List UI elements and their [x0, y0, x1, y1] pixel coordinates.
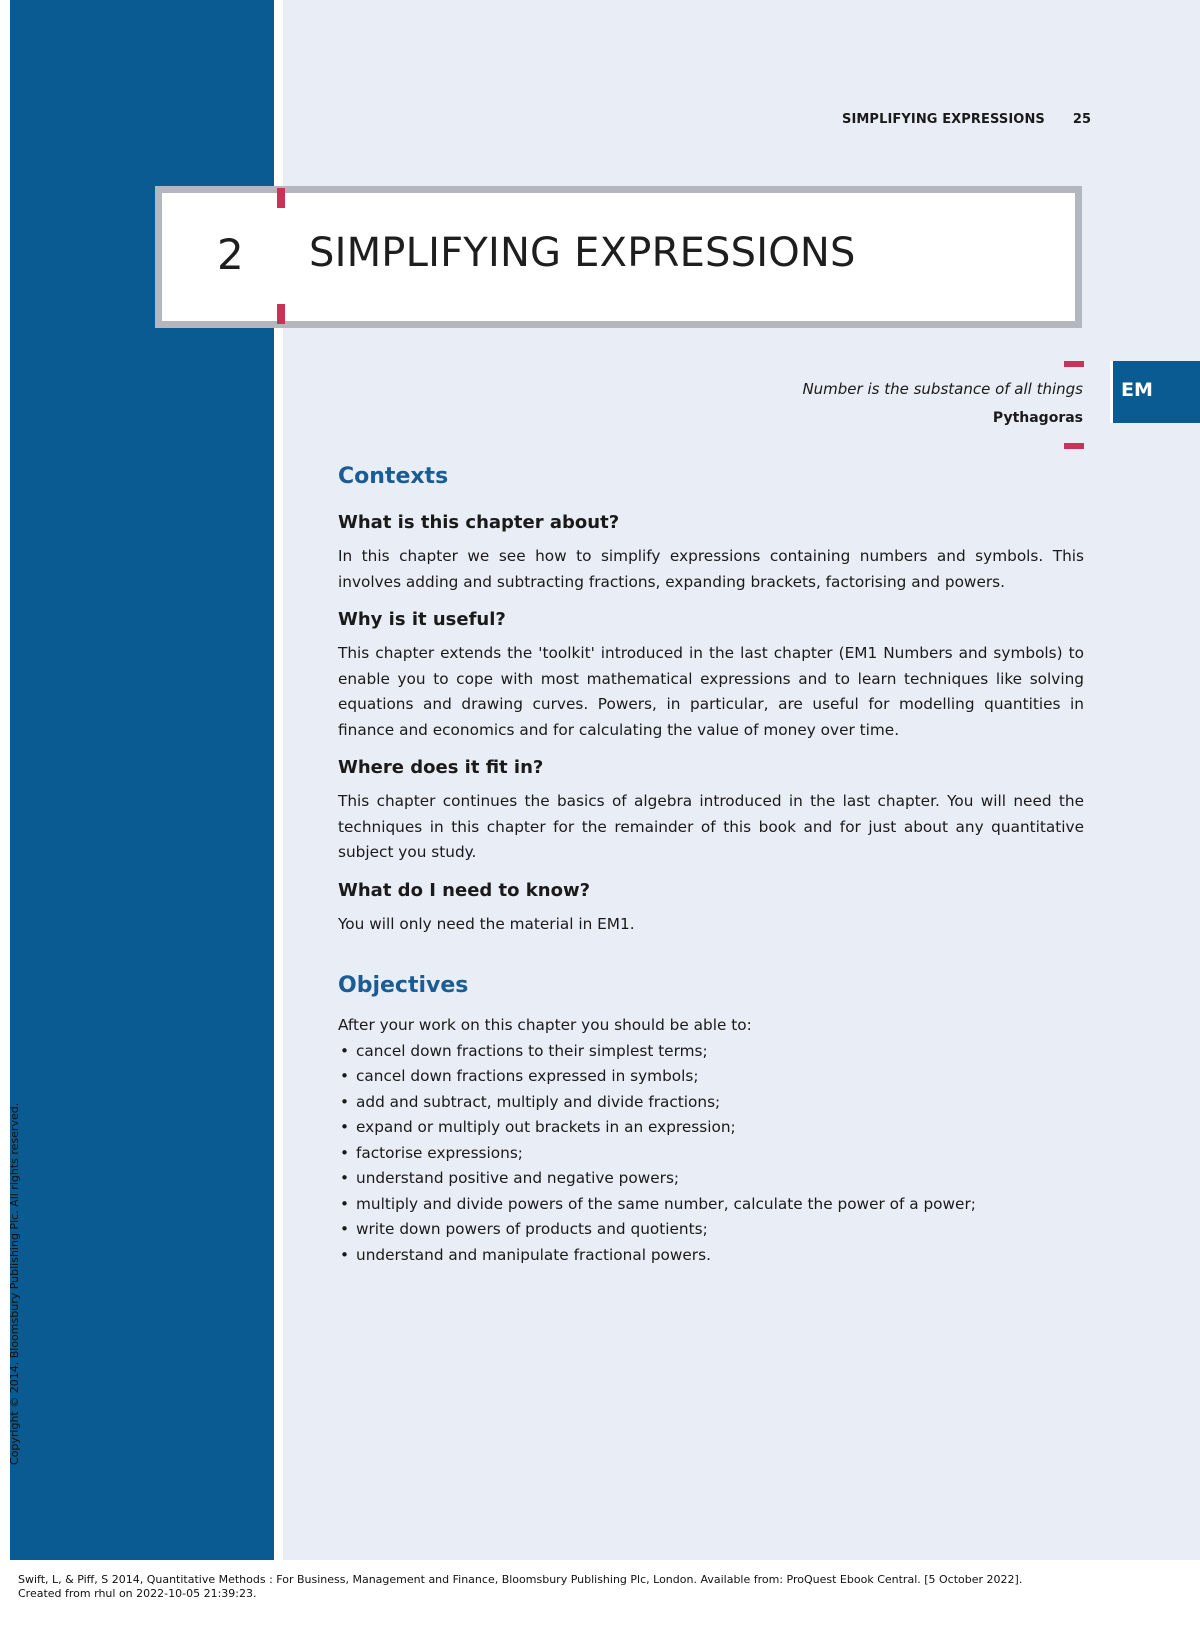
objective-item: • multiply and divide powers of the same number, calculate the power of a power;: [338, 1192, 1084, 1218]
objective-item: • understand positive and negative powers;: [338, 1166, 1084, 1192]
running-head-title: SIMPLIFYING EXPRESSIONS: [842, 112, 1045, 127]
objective-item: • cancel down fractions to their simplest terms;: [338, 1039, 1084, 1065]
objective-item: • factorise expressions;: [338, 1141, 1084, 1167]
subsection-heading: What is this chapter about?: [338, 512, 620, 533]
citation-footer: [18, 1573, 1022, 1601]
section-tab[interactable]: [1110, 361, 1200, 423]
epigraph-quote: Number is the substance of all things: [802, 380, 1083, 398]
objectives-section: [338, 971, 1084, 1268]
objective-item: • understand and manipulate fractional powers.: [338, 1243, 1084, 1269]
objective-item: • expand or multiply out brackets in an expression;: [338, 1115, 1084, 1141]
citation-line: Swift, L, & Piff, S 2014, Quantitative Methods : For Business, Management and Finance, Bloomsbury Publishing Plc, London. Available from: ProQuest Ebook Central. [5 October 2022].: [18, 1573, 1023, 1586]
objective-item: • cancel down fractions expressed in symbols;: [338, 1064, 1084, 1090]
page-number: 25: [1072, 112, 1092, 127]
section-tab-label: EM: [1121, 379, 1153, 401]
main-content: [338, 462, 1084, 1268]
epigraph-bottom-bar: [1064, 443, 1084, 449]
objective-item: • write down powers of products and quotients;: [338, 1217, 1084, 1243]
running-head: [842, 112, 1091, 127]
copyright-notice: Copyright © 2014. Bloomsbury Publishing Plc. All rights reserved.: [8, 1102, 21, 1465]
objectives-intro: After your work on this chapter you should be able to:: [338, 1016, 752, 1034]
subsection-body: You will only need the material in EM1.: [338, 914, 635, 933]
objectives-heading: Objectives: [338, 973, 469, 998]
objective-item: • add and subtract, multiply and divide fractions;: [338, 1090, 1084, 1116]
objectives-list: [338, 1039, 1084, 1269]
bottom-divider: [274, 1560, 1200, 1568]
chapter-title: SIMPLIFYING EXPRESSIONS: [309, 230, 856, 276]
subsection-heading: Where does it fit in?: [338, 757, 544, 778]
title-bottom-marker: [277, 304, 285, 324]
subsection-heading: What do I need to know?: [338, 879, 591, 901]
epigraph-author: Pythagoras: [992, 410, 1083, 426]
subsection-body: This chapter continues the basics of algebra introduced in the last chapter. You will need the techniques in this chapter for the remainder of this book and for just about any quantitative subject you study.: [338, 792, 1084, 861]
contexts-heading: Contexts: [338, 464, 449, 489]
subsection-body: This chapter extends the 'toolkit' introduced in the last chapter (EM1 Numbers and symbols) to enable you to cope with most mathematical expressions and to learn techniques like solving equations and drawing curves. Powers, in particular, are useful for modelling quantities in finance and economics and for calculating the value of money over time.: [338, 644, 1084, 739]
subsection-heading: Why is it useful?: [338, 609, 506, 630]
chapter-number: 2: [217, 230, 244, 279]
epigraph-top-bar: [1064, 361, 1084, 367]
subsection-body: In this chapter we see how to simplify expressions containing numbers and symbols. This involves adding and subtracting fractions, expanding brackets, factorising and powers.: [338, 547, 1084, 591]
created-line: Created from rhul on 2022-10-05 21:39:23.: [18, 1587, 257, 1600]
title-top-marker: [277, 188, 285, 208]
